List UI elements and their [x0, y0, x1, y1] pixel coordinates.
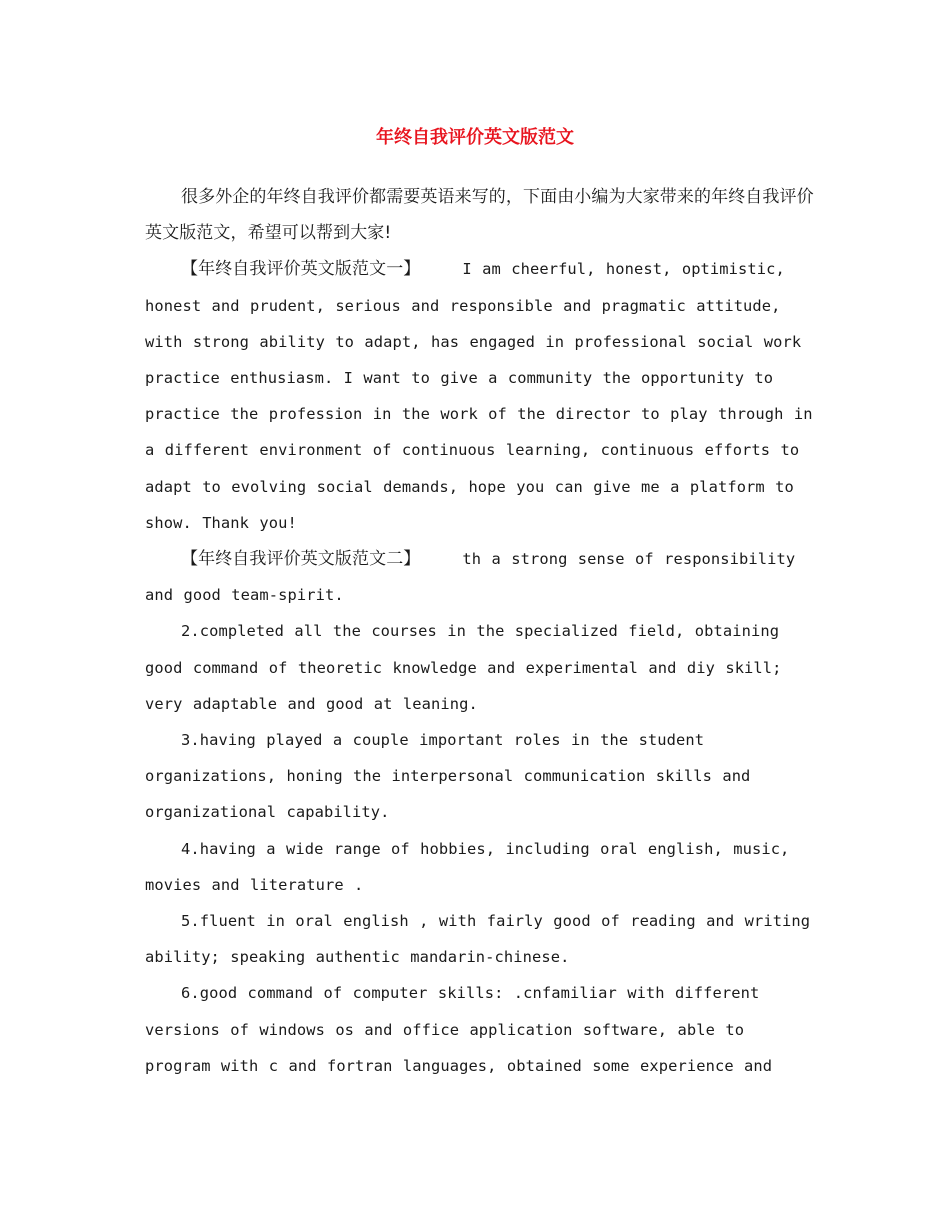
sample-1-heading: 【年终自我评价英文版范文一】: [181, 259, 421, 280]
intro-paragraph: 很多外企的年终自我评价都需要英语来写的，下面由小编为大家带来的年终自我评价英文版范文，希望可以帮到大家!: [145, 187, 814, 244]
sample-2-heading: 【年终自我评价英文版范文二】: [181, 549, 421, 570]
list-item: 4.having a wide range of hobbies, including oral english, music, movies and literature .: [145, 839, 790, 894]
list-item: 5.fluent in oral english , with fairly good of reading and writing ability; speaking authentic mandarin-chinese.: [145, 912, 811, 967]
sample-2-text: th a strong sense of responsibility and good team-spirit.: [145, 550, 796, 605]
sample-1-paragraph: [145, 251, 815, 541]
list-item: 3.having played a couple important roles in the student organizations, honing the interpersonal communication skills and organizational capability.: [145, 731, 751, 822]
sample-2-paragraph: [145, 541, 815, 613]
list-item: 6.good command of computer skills: .cnfamiliar with different versions of windows os and office application software, able to program with c and fortran languages, obtained some experience and: [145, 984, 773, 1075]
document-body: [145, 179, 815, 1084]
sample-1-text: I am cheerful, honest, optimistic, honest and prudent, serious and responsible and pragmatic attitude, with strong ability to adapt, has engaged in professional social work practice enthusiasm. I want to give a community the opportunity to practice the profession in the work of the director to play through in a different environment of continuous learning, continuous efforts to adapt to evolving social demands, hope you can give me a platform to show. Thank you!: [145, 260, 813, 532]
list-item: 2.completed all the courses in the specialized field, obtaining good command of theoretic knowledge and experimental and diy skill; very adaptable and good at leaning.: [145, 622, 782, 713]
document-title: 年终自我评价英文版范文: [376, 127, 574, 148]
